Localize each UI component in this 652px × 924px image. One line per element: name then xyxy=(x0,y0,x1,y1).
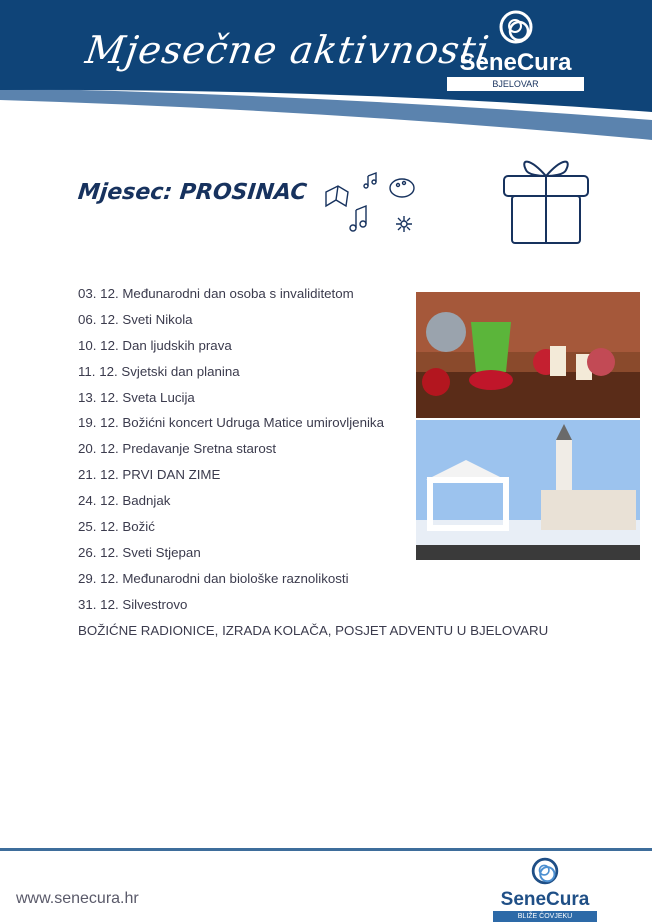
list-item: 29. 12. Međunarodni dan biološke raznolikosti xyxy=(78,570,349,586)
hobbies-icon xyxy=(322,168,418,238)
page-title: Mjesečne aktivnosti xyxy=(82,28,493,72)
list-item: 13. 12. Sveta Lucija xyxy=(78,389,195,405)
header-logo xyxy=(447,8,584,91)
list-item: 03. 12. Međunarodni dan osoba s invaliditetom xyxy=(78,286,354,301)
list-item: 21. 12. PRVI DAN ZIME xyxy=(78,467,221,483)
list-item: 25. 12. Božić xyxy=(78,519,155,535)
footer-logo xyxy=(493,856,597,922)
list-item: 06. 12. Sveti Nikola xyxy=(78,311,193,327)
gift-icon xyxy=(500,148,592,246)
bjelovar-winter-photo xyxy=(416,420,640,560)
logo-rings-icon xyxy=(526,856,564,886)
list-item: 19. 12. Božićni koncert Udruga Matice umirovljenika xyxy=(78,415,384,431)
list-item: 24. 12. Badnjak xyxy=(78,493,171,509)
list-item: 31. 12. Silvestrovo xyxy=(78,596,188,612)
logo-tagline: BLIŽE ČOVJEKU xyxy=(493,911,597,922)
list-item: 26. 12. Sveti Stjepan xyxy=(78,544,201,560)
christmas-wheat-photo xyxy=(416,292,640,418)
list-item: 20. 12. Predavanje Sretna starost xyxy=(78,441,277,457)
footer-divider xyxy=(0,848,652,851)
logo-location: BJELOVAR xyxy=(447,77,584,91)
logo-name: SeneCura xyxy=(459,49,572,76)
list-item: 11. 12. Svjetski dan planina xyxy=(78,363,240,379)
logo-rings-icon xyxy=(493,8,539,46)
month-heading: Mjesec: PROSINAC xyxy=(76,180,308,205)
website-link[interactable]: www.senecura.hr xyxy=(16,890,139,907)
list-item: BOŽIĆNE RADIONICE, IZRADA KOLAČA, POSJET ADVENTU U BJELOVARU xyxy=(78,622,549,638)
logo-name: SeneCura xyxy=(500,889,590,910)
list-item: 10. 12. Dan ljudskih prava xyxy=(78,337,232,353)
